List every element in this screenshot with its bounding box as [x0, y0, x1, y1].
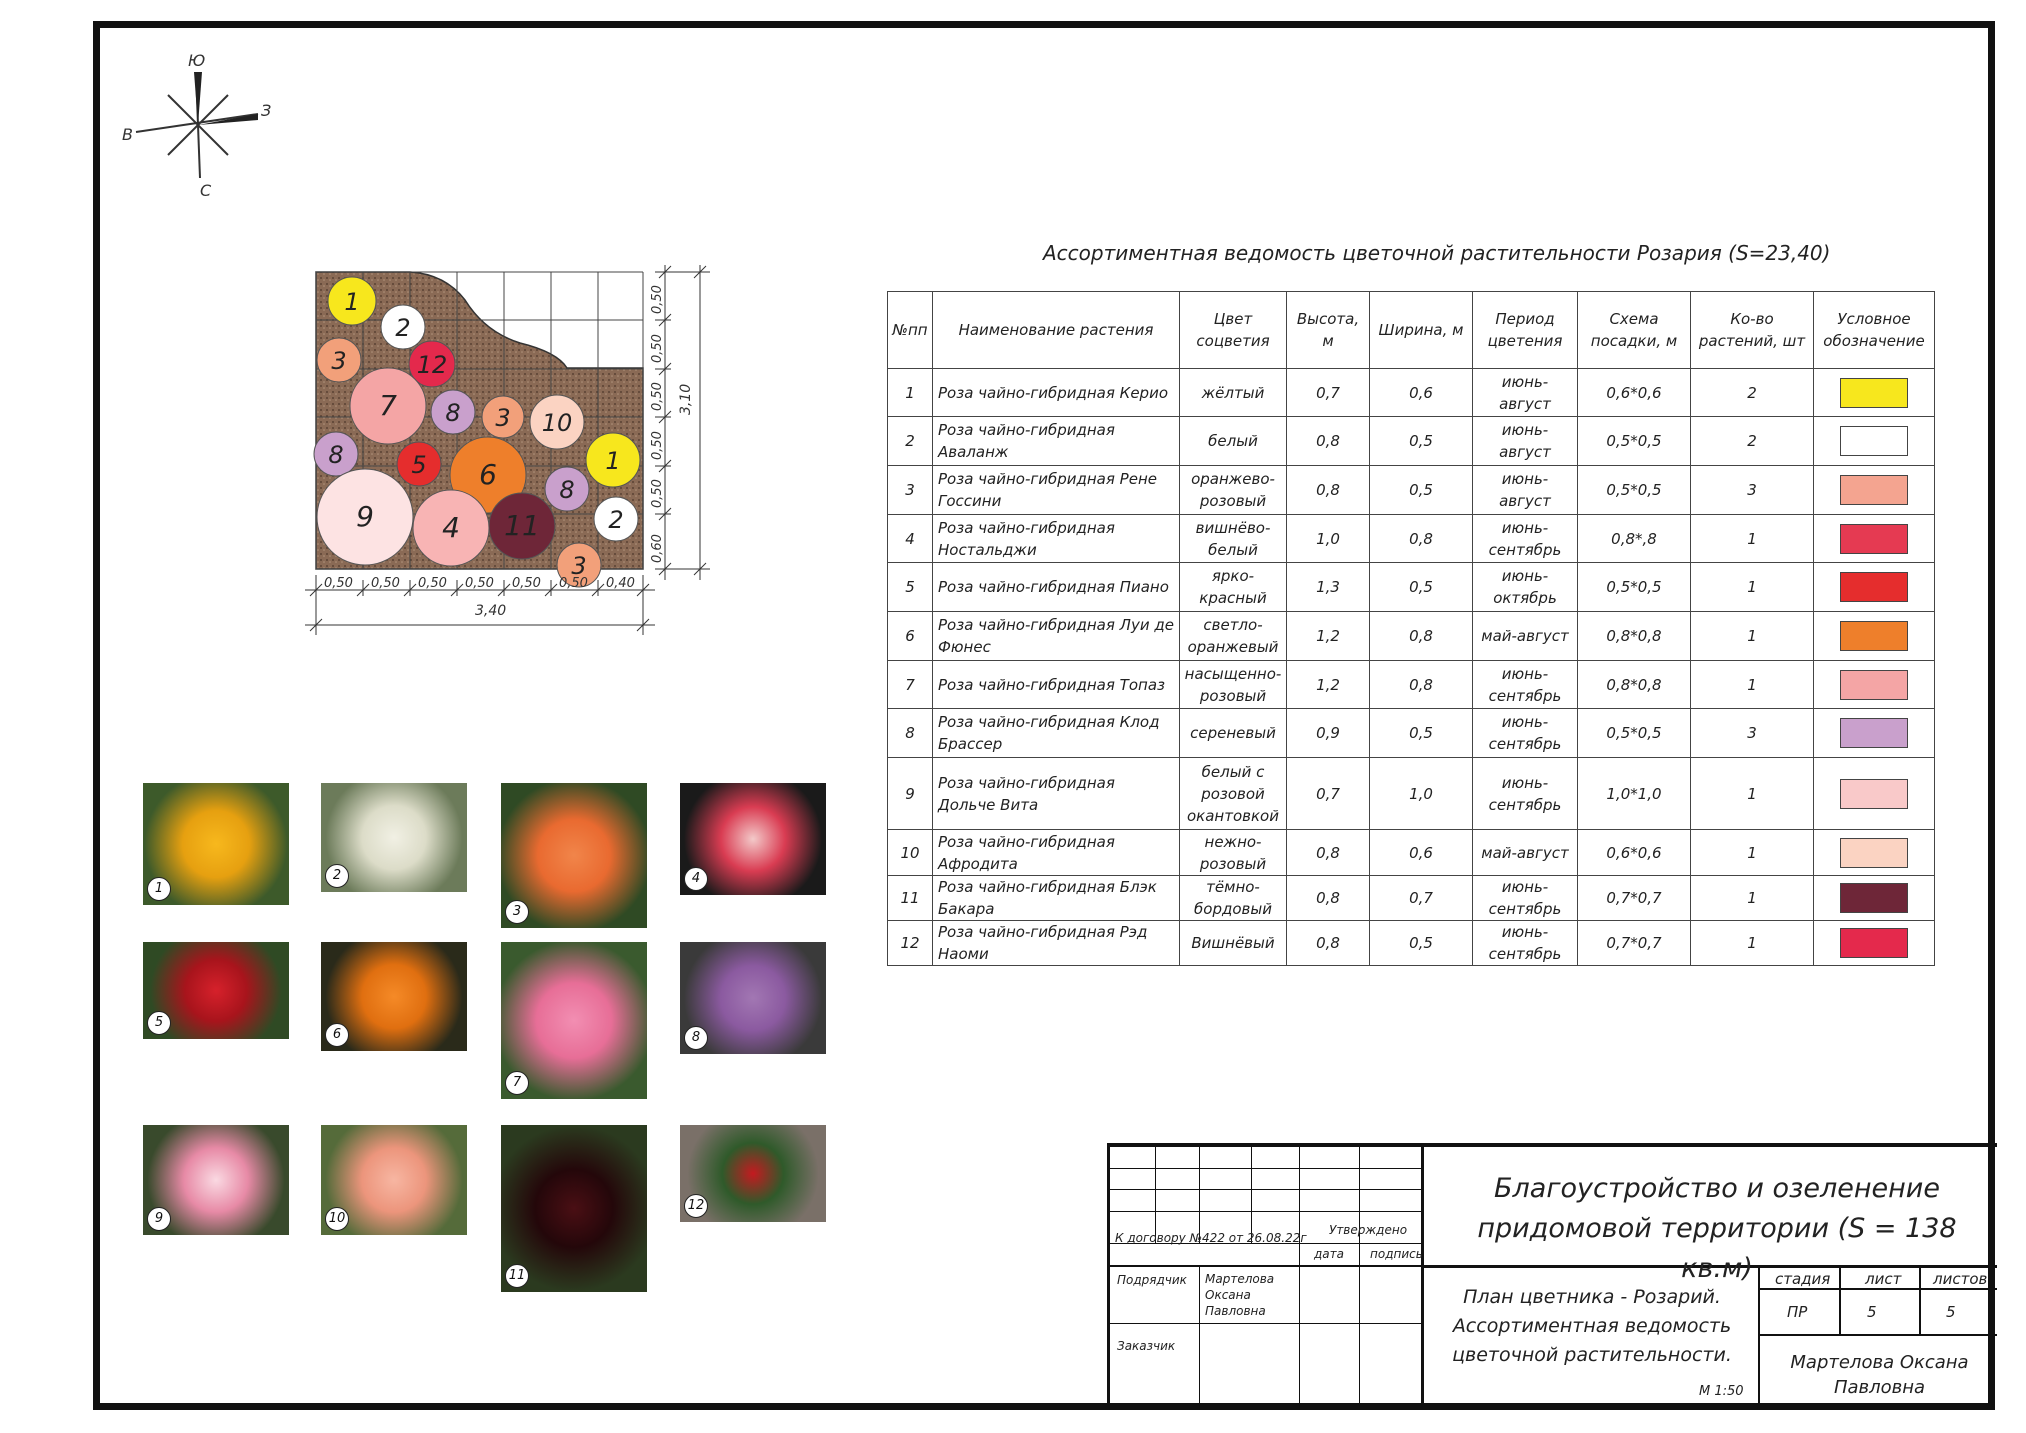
table-row — [888, 921, 1935, 966]
header-symbol: Условное обозначение — [1814, 292, 1935, 369]
photo-number-badge: 9 — [147, 1207, 171, 1231]
cell-period: июнь-август — [1473, 466, 1578, 515]
cell-w: 0,5 — [1370, 466, 1473, 515]
plant-circle-3 — [317, 338, 361, 382]
cell-color: ярко-красный — [1180, 563, 1287, 612]
table-header-row — [888, 292, 1935, 369]
cell-color: белый — [1180, 417, 1287, 466]
cell-qty: 1 — [1691, 830, 1814, 876]
title-block — [1107, 1143, 1997, 1408]
svg-text:3: 3 — [331, 347, 347, 375]
author-name: Мартелова Оксана Павловна — [1790, 1352, 1969, 1398]
sheets-value: 5 — [1946, 1303, 1956, 1321]
compass-west-label: В — [122, 125, 133, 144]
cell-symbol — [1814, 709, 1935, 758]
header-period: Период цветения — [1473, 292, 1578, 369]
cell-symbol — [1814, 369, 1935, 417]
rosary-plan — [295, 240, 715, 640]
plan-width-label: 3,40 — [475, 603, 507, 619]
cell-n: 4 — [888, 515, 933, 563]
svg-text:0,50: 0,50 — [650, 334, 665, 363]
cell-name: Роза чайно-гибридная Клод Брассер — [933, 709, 1180, 758]
cell-color: жёлтый — [1180, 369, 1287, 417]
svg-text:0,50: 0,50 — [650, 479, 665, 508]
cell-w: 0,8 — [1370, 661, 1473, 709]
svg-text:1: 1 — [605, 447, 621, 475]
cell-period: июнь-август — [1473, 417, 1578, 466]
photo-number-badge: 7 — [505, 1071, 529, 1095]
cell-h: 0,8 — [1287, 830, 1370, 876]
project-title: Благоустройство и озеленение придомовой территории (S = 138 кв.м) — [1477, 1173, 1957, 1284]
stage-label: стадия — [1775, 1270, 1831, 1288]
compass-north-label: Ю — [188, 51, 206, 70]
cell-name: Роза чайно-гибридная Луи де Фюнес — [933, 612, 1180, 661]
cell-qty: 2 — [1691, 369, 1814, 417]
table-row — [888, 515, 1935, 563]
legend-swatch — [1840, 718, 1908, 748]
cell-symbol — [1814, 515, 1935, 563]
cell-period: июнь-август — [1473, 369, 1578, 417]
contractor-label: Подрядчик — [1117, 1273, 1187, 1287]
plan-height-label: 3,10 — [678, 383, 694, 415]
svg-text:0,50: 0,50 — [324, 576, 353, 591]
cell-period: июнь-сентябрь — [1473, 661, 1578, 709]
svg-text:2: 2 — [395, 314, 411, 342]
cell-period: июнь-сентябрь — [1473, 921, 1578, 966]
svg-text:0,40: 0,40 — [606, 576, 635, 591]
cell-color: нежно-розовый — [1180, 830, 1287, 876]
sheet-label: лист — [1865, 1270, 1902, 1288]
cell-period: июнь-сентябрь — [1473, 758, 1578, 830]
cell-qty: 2 — [1691, 417, 1814, 466]
contractor-name: Мартелова Оксана Павловна — [1205, 1272, 1275, 1318]
sheet-value: 5 — [1867, 1303, 1877, 1321]
svg-text:0,50: 0,50 — [371, 576, 400, 591]
cell-h: 0,9 — [1287, 709, 1370, 758]
svg-text:0,50: 0,50 — [512, 576, 541, 591]
cell-color: светло-оранжевый — [1180, 612, 1287, 661]
svg-text:8: 8 — [445, 399, 461, 427]
rose-photo-5 — [143, 942, 289, 1039]
cell-qty: 1 — [1691, 563, 1814, 612]
cell-period: июнь-октябрь — [1473, 563, 1578, 612]
svg-text:6: 6 — [479, 458, 497, 491]
cell-name: Роза чайно-гибридная Дольче Вита — [933, 758, 1180, 830]
header-qty: Ко-во растений, шт — [1691, 292, 1814, 369]
legend-swatch — [1840, 838, 1908, 868]
photo-number-badge: 11 — [505, 1264, 529, 1288]
cell-name: Роза чайно-гибридная Рене Госсини — [933, 466, 1180, 515]
legend-swatch — [1840, 928, 1908, 958]
cell-name: Роза чайно-гибридная Ностальджи — [933, 515, 1180, 563]
plant-circle-4 — [413, 490, 489, 566]
plant-circle-2 — [381, 305, 425, 349]
plant-circle-8 — [314, 432, 358, 476]
cell-scheme: 0,8*0,8 — [1578, 661, 1691, 709]
cell-scheme: 0,8*0,8 — [1578, 612, 1691, 661]
date-label: дата — [1314, 1247, 1344, 1261]
cell-qty: 1 — [1691, 758, 1814, 830]
table-row — [888, 466, 1935, 515]
cell-name: Роза чайно-гибридная Пиано — [933, 563, 1180, 612]
cell-h: 1,0 — [1287, 515, 1370, 563]
cell-w: 0,5 — [1370, 417, 1473, 466]
cell-color: тёмно-бордовый — [1180, 876, 1287, 921]
cell-color: вишнёво-белый — [1180, 515, 1287, 563]
cell-n: 2 — [888, 417, 933, 466]
cell-h: 1,2 — [1287, 661, 1370, 709]
signature-label: подпись — [1370, 1247, 1423, 1261]
cell-symbol — [1814, 830, 1935, 876]
cell-h: 0,8 — [1287, 466, 1370, 515]
rose-photo-9 — [143, 1125, 289, 1235]
svg-text:12: 12 — [416, 351, 448, 379]
cell-symbol — [1814, 921, 1935, 966]
header-scheme: Схема посадки, м — [1578, 292, 1691, 369]
cell-color: оранжево-розовый — [1180, 466, 1287, 515]
svg-text:9: 9 — [356, 500, 374, 533]
plant-circle-8 — [431, 390, 475, 434]
svg-text:0,50: 0,50 — [465, 576, 494, 591]
compass-south-label: С — [200, 181, 212, 200]
rose-photo-11 — [501, 1125, 647, 1292]
plant-circle-5 — [397, 442, 441, 486]
cell-name: Роза чайно-гибридная Рэд Наоми — [933, 921, 1180, 966]
svg-text:0,60: 0,60 — [650, 534, 665, 563]
svg-text:0,50: 0,50 — [418, 576, 447, 591]
cell-n: 7 — [888, 661, 933, 709]
legend-swatch — [1840, 572, 1908, 602]
plant-circle-1 — [328, 277, 376, 325]
cell-name: Роза чайно-гибридная Афродита — [933, 830, 1180, 876]
cell-symbol — [1814, 563, 1935, 612]
header-num: №пп — [888, 292, 933, 369]
rose-photo-4 — [680, 783, 826, 895]
stage-value: ПР — [1787, 1303, 1808, 1321]
svg-text:0,50: 0,50 — [650, 382, 665, 411]
cell-symbol — [1814, 661, 1935, 709]
cell-h: 0,8 — [1287, 417, 1370, 466]
cell-qty: 1 — [1691, 515, 1814, 563]
svg-text:10: 10 — [541, 409, 573, 437]
legend-swatch — [1840, 670, 1908, 700]
scale-text: М 1:50 — [1699, 1384, 1744, 1399]
svg-text:0,50: 0,50 — [559, 576, 588, 591]
rose-photo-2 — [321, 783, 467, 892]
assortment-table — [887, 291, 1935, 966]
svg-text:7: 7 — [379, 389, 397, 422]
svg-text:5: 5 — [411, 451, 427, 479]
cell-scheme: 0,6*0,6 — [1578, 369, 1691, 417]
rose-photo-12 — [680, 1125, 826, 1222]
cell-symbol — [1814, 466, 1935, 515]
cell-n: 9 — [888, 758, 933, 830]
cell-w: 0,5 — [1370, 921, 1473, 966]
cell-period: май-август — [1473, 830, 1578, 876]
svg-text:1: 1 — [344, 288, 360, 316]
cell-scheme: 0,8*,8 — [1578, 515, 1691, 563]
customer-label: Заказчик — [1117, 1339, 1176, 1353]
cell-n: 6 — [888, 612, 933, 661]
photo-number-badge: 1 — [147, 877, 171, 901]
svg-text:8: 8 — [559, 476, 575, 504]
legend-swatch — [1840, 883, 1908, 913]
cell-n: 12 — [888, 921, 933, 966]
svg-text:3: 3 — [571, 552, 587, 580]
compass-rose-icon — [118, 50, 278, 200]
cell-n: 11 — [888, 876, 933, 921]
cell-w: 0,6 — [1370, 830, 1473, 876]
legend-swatch — [1840, 426, 1908, 456]
svg-text:0,50: 0,50 — [650, 431, 665, 460]
table-row — [888, 417, 1935, 466]
plant-circle-9 — [317, 469, 413, 565]
legend-swatch — [1840, 475, 1908, 505]
plant-circle-11 — [489, 493, 555, 559]
cell-h: 1,2 — [1287, 612, 1370, 661]
table-row — [888, 369, 1935, 417]
cell-h: 0,7 — [1287, 369, 1370, 417]
cell-period: июнь-сентябрь — [1473, 876, 1578, 921]
cell-n: 10 — [888, 830, 933, 876]
svg-text:0,50: 0,50 — [650, 285, 665, 314]
svg-text:11: 11 — [504, 509, 540, 542]
legend-swatch — [1840, 621, 1908, 651]
cell-name: Роза чайно-гибридная Топаз — [933, 661, 1180, 709]
cell-w: 0,6 — [1370, 369, 1473, 417]
cell-period: май-август — [1473, 612, 1578, 661]
plant-circle-10 — [530, 395, 584, 449]
cell-h: 1,3 — [1287, 563, 1370, 612]
plant-circle-8 — [545, 467, 589, 511]
cell-color: Вишнёвый — [1180, 921, 1287, 966]
plant-circle-2 — [594, 497, 638, 541]
rose-photo-3 — [501, 783, 647, 928]
cell-scheme: 0,6*0,6 — [1578, 830, 1691, 876]
plant-circle-1 — [586, 433, 640, 487]
table-row — [888, 830, 1935, 876]
cell-w: 0,8 — [1370, 515, 1473, 563]
cell-n: 5 — [888, 563, 933, 612]
cell-scheme: 0,5*0,5 — [1578, 709, 1691, 758]
rose-photo-10 — [321, 1125, 467, 1235]
header-width: Ширина, м — [1370, 292, 1473, 369]
cell-scheme: 0,5*0,5 — [1578, 417, 1691, 466]
photo-number-badge: 2 — [325, 864, 349, 888]
cell-h: 0,8 — [1287, 921, 1370, 966]
assortment-table-wrap — [887, 291, 1935, 966]
cell-scheme: 0,5*0,5 — [1578, 466, 1691, 515]
cell-w: 1,0 — [1370, 758, 1473, 830]
table-row — [888, 876, 1935, 921]
plant-circle-7 — [350, 368, 426, 444]
photo-number-badge: 3 — [505, 900, 529, 924]
cell-h: 0,8 — [1287, 876, 1370, 921]
cell-color: сереневый — [1180, 709, 1287, 758]
cell-qty: 1 — [1691, 921, 1814, 966]
cell-scheme: 0,5*0,5 — [1578, 563, 1691, 612]
cell-name: Роза чайно-гибридная Аваланж — [933, 417, 1180, 466]
svg-text:3: 3 — [495, 404, 511, 432]
header-height: Высота, м — [1287, 292, 1370, 369]
photo-number-badge: 5 — [147, 1011, 171, 1035]
cell-name: Роза чайно-гибридная Керио — [933, 369, 1180, 417]
cell-qty: 3 — [1691, 466, 1814, 515]
cell-w: 0,5 — [1370, 563, 1473, 612]
rose-photo-7 — [501, 942, 647, 1099]
cell-period: июнь-сентябрь — [1473, 709, 1578, 758]
legend-swatch — [1840, 779, 1908, 809]
photo-number-badge: 10 — [325, 1207, 349, 1231]
table-row — [888, 661, 1935, 709]
contract-text: К договору №422 от 26.08.22г — [1115, 1231, 1307, 1245]
compass-east-label: З — [261, 101, 272, 120]
legend-swatch — [1840, 524, 1908, 554]
cell-symbol — [1814, 417, 1935, 466]
photo-number-badge: 8 — [684, 1026, 708, 1050]
header-color: Цвет соцветия — [1180, 292, 1287, 369]
cell-w: 0,8 — [1370, 612, 1473, 661]
cell-color: насыщенно-розовый — [1180, 661, 1287, 709]
cell-qty: 1 — [1691, 661, 1814, 709]
cell-scheme: 0,7*0,7 — [1578, 876, 1691, 921]
rose-photo-1 — [143, 783, 289, 905]
table-row — [888, 709, 1935, 758]
rose-photo-8 — [680, 942, 826, 1054]
svg-text:2: 2 — [608, 506, 624, 534]
cell-qty: 3 — [1691, 709, 1814, 758]
rose-photo-6 — [321, 942, 467, 1051]
cell-period: июнь-сентябрь — [1473, 515, 1578, 563]
sheet-title: План цветника - Розарий. Ассортиментная ведомость цветочной растительности. — [1452, 1286, 1732, 1366]
header-name: Наименование растения — [933, 292, 1180, 369]
cell-qty: 1 — [1691, 612, 1814, 661]
photo-number-badge: 12 — [684, 1194, 708, 1218]
cell-name: Роза чайно-гибридная Блэк Бакара — [933, 876, 1180, 921]
svg-text:4: 4 — [442, 511, 460, 544]
cell-symbol — [1814, 876, 1935, 921]
cell-qty: 1 — [1691, 876, 1814, 921]
table-row — [888, 563, 1935, 612]
cell-h: 0,7 — [1287, 758, 1370, 830]
cell-n: 8 — [888, 709, 933, 758]
cell-scheme: 0,7*0,7 — [1578, 921, 1691, 966]
cell-color: белый с розовой окантовкой — [1180, 758, 1287, 830]
legend-swatch — [1840, 378, 1908, 408]
cell-scheme: 1,0*1,0 — [1578, 758, 1691, 830]
photo-number-badge: 4 — [684, 867, 708, 891]
cell-w: 0,5 — [1370, 709, 1473, 758]
approved-text: Утверждено — [1329, 1223, 1408, 1237]
sheets-label: листов — [1933, 1270, 1988, 1288]
cell-n: 3 — [888, 466, 933, 515]
cell-symbol — [1814, 758, 1935, 830]
plant-circle-3 — [482, 396, 524, 438]
table-title: Ассортиментная ведомость цветочной растительности Розария (S=23,40) — [1043, 241, 1831, 265]
photo-number-badge: 6 — [325, 1023, 349, 1047]
table-row — [888, 758, 1935, 830]
cell-symbol — [1814, 612, 1935, 661]
table-row — [888, 612, 1935, 661]
svg-text:8: 8 — [328, 441, 344, 469]
cell-w: 0,7 — [1370, 876, 1473, 921]
cell-n: 1 — [888, 369, 933, 417]
